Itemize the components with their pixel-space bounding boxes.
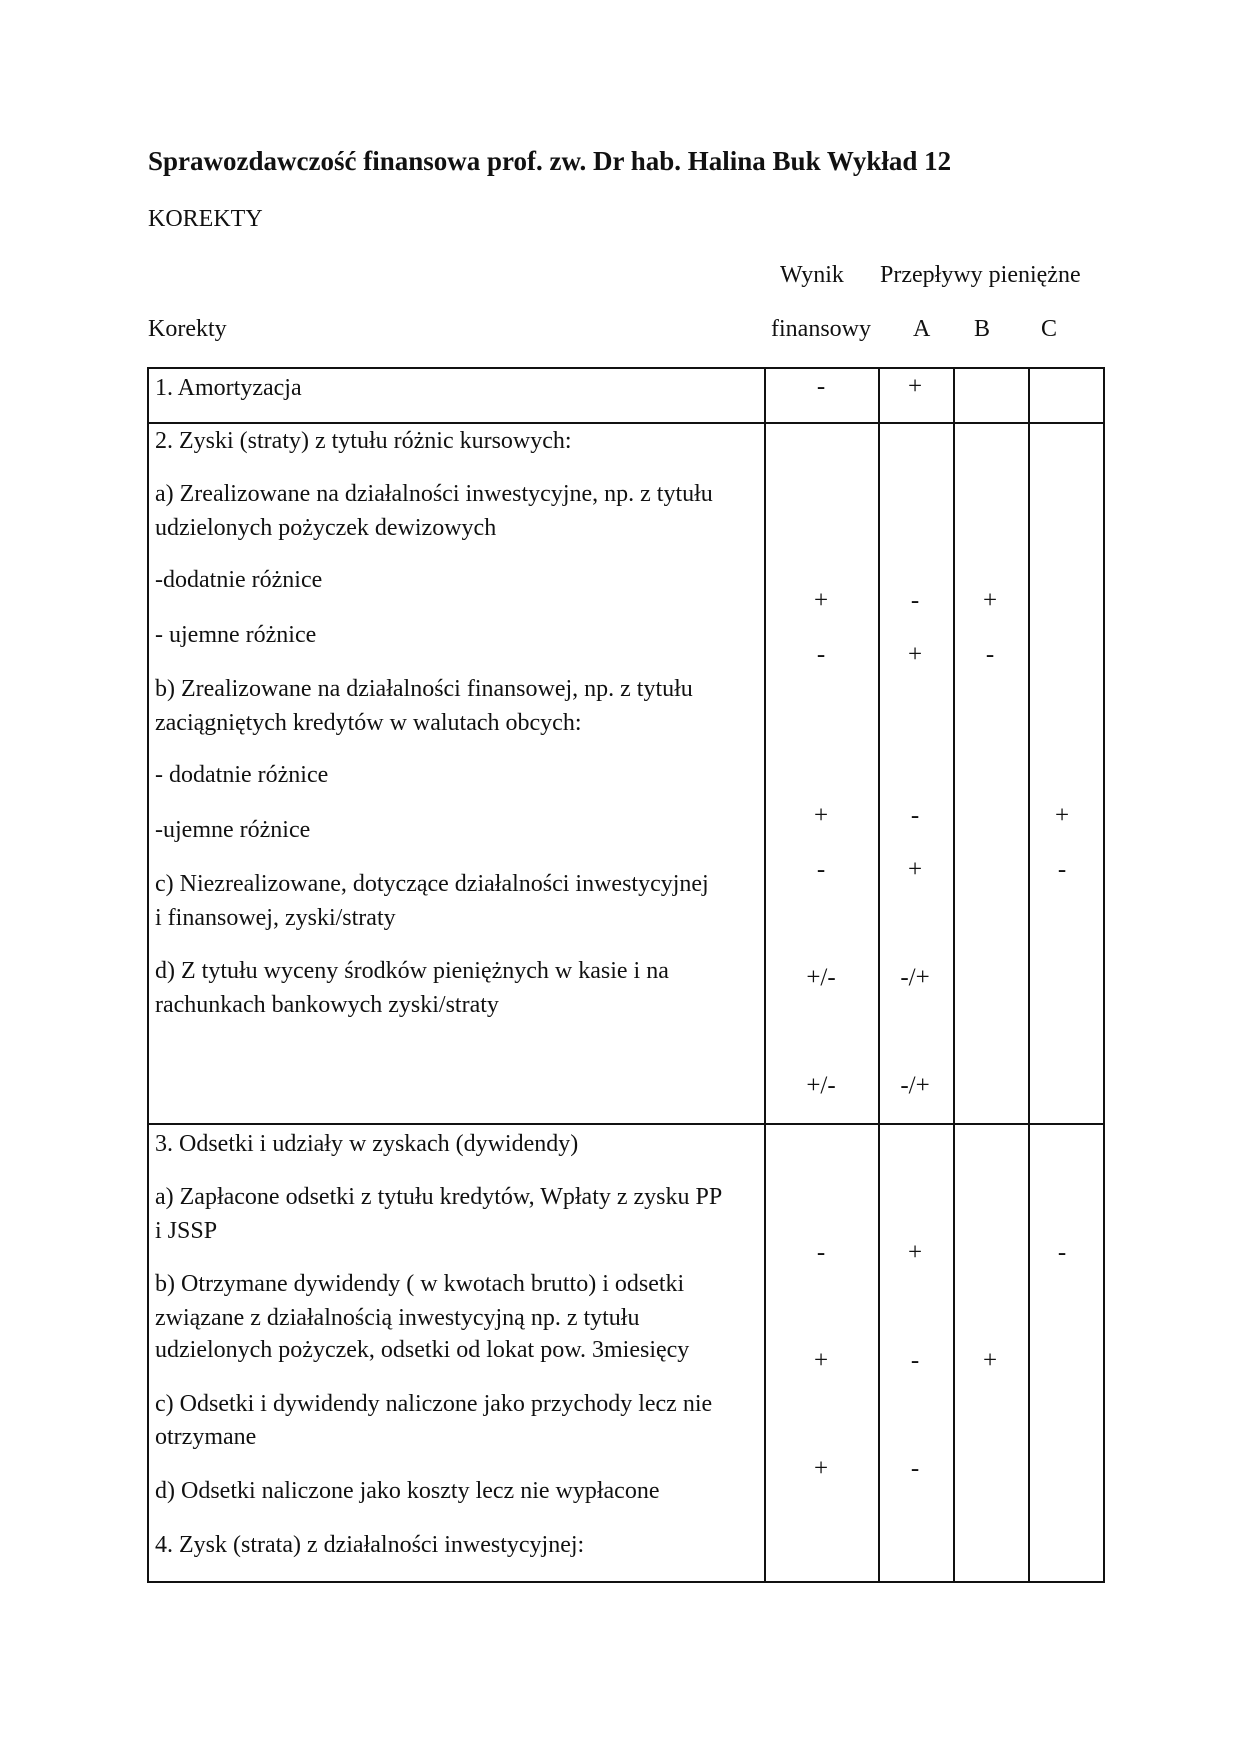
row3-a-line2: i JSSP — [155, 1218, 218, 1244]
table-border-top — [147, 367, 1105, 369]
row2-b-dod-wynik: + — [813, 802, 829, 829]
row2-a-uj-b: - — [985, 641, 995, 668]
col-divider-b — [953, 367, 955, 1583]
row2-b-uj-a: + — [907, 856, 923, 883]
row2-b-uj-c: - — [1057, 856, 1067, 883]
row3-c-wynik: + — [813, 1455, 829, 1482]
row2-a-uj-wynik: - — [816, 641, 826, 668]
header-przeplywy: Przepływy pieniężne — [880, 262, 1081, 288]
row2-a-ujemne: - ujemne różnice — [155, 622, 317, 648]
row2-b-dod-a: - — [910, 802, 920, 829]
row2-d-wynik: +/- — [806, 1072, 836, 1099]
row2-d-a: -/+ — [900, 1072, 930, 1099]
row3-c-line1: c) Odsetki i dywidendy naliczone jako przychody lecz nie — [155, 1391, 713, 1417]
table-border-left — [147, 367, 149, 1583]
row2-b-ujemne: -ujemne różnice — [155, 817, 311, 843]
row2-b-dodatnie: - dodatnie różnice — [155, 762, 329, 788]
row3-b-line3: udzielonych pożyczek, odsetki od lokat pow. 3miesięcy — [155, 1337, 690, 1363]
row3-label: 3. Odsetki i udziały w zyskach (dywidendy) — [155, 1131, 579, 1157]
row2-c-text-line1: c) Niezrealizowane, dotyczące działalności inwestycyjnej — [155, 871, 709, 897]
row2-label: 2. Zyski (straty) z tytułu różnic kursowych: — [155, 428, 572, 454]
row3-b-wynik: + — [813, 1347, 829, 1374]
corrections-table — [147, 367, 1105, 1583]
header-col-c: C — [1041, 316, 1058, 342]
row2-b-dod-c: + — [1054, 802, 1070, 829]
row2-a-dodatnie: -dodatnie różnice — [155, 567, 323, 593]
row3-b-a: - — [910, 1347, 920, 1374]
col-divider-wynik — [764, 367, 766, 1583]
table-border-bottom — [147, 1581, 1105, 1583]
row3-a-c: - — [1057, 1239, 1067, 1266]
header-col-a: A — [913, 316, 931, 342]
row2-d-text-line2: rachunkach bankowych zyski/straty — [155, 992, 499, 1018]
row2-a-dod-wynik: + — [813, 587, 829, 614]
row2-b-text-line1: b) Zrealizowane na działalności finansowej, np. z tytułu — [155, 676, 693, 702]
row3-c-line2: otrzymane — [155, 1424, 257, 1450]
row3-b-line1: b) Otrzymane dywidendy ( w kwotach brutto) i odsetki — [155, 1271, 685, 1297]
row3-b-b: + — [982, 1347, 998, 1374]
header-col-b: B — [974, 316, 991, 342]
row-divider-2 — [147, 1123, 1105, 1125]
row2-d-text-line1: d) Z tytułu wyceny środków pieniężnych w kasie i na — [155, 958, 669, 984]
row3-a-line1: a) Zapłacone odsetki z tytułu kredytów, Wpłaty z zysku PP — [155, 1184, 723, 1210]
row2-c-a: -/+ — [900, 964, 930, 991]
row3-a-wynik: - — [816, 1239, 826, 1266]
row2-c-wynik: +/- — [806, 964, 836, 991]
header-wynik-line1: Wynik — [780, 262, 844, 288]
header-korekty: Korekty — [148, 316, 227, 342]
col-divider-a — [878, 367, 880, 1583]
row2-a-text-line2: udzielonych pożyczek dewizowych — [155, 515, 497, 541]
row-amortyzacja-a: + — [907, 373, 923, 400]
table-border-right — [1103, 367, 1105, 1583]
row4-label: 4. Zysk (strata) z działalności inwestycyjnej: — [155, 1532, 585, 1558]
row2-a-text-line1: a) Zrealizowane na działalności inwestycyjne, np. z tytułu — [155, 481, 713, 507]
row2-c-text-line2: i finansowej, zyski/straty — [155, 905, 396, 931]
row3-d-line1: d) Odsetki naliczone jako koszty lecz nie wypłacone — [155, 1478, 660, 1504]
col-divider-c — [1028, 367, 1030, 1583]
row3-a-a: + — [907, 1239, 923, 1266]
row2-b-text-line2: zaciągniętych kredytów w walutach obcych: — [155, 710, 582, 736]
row-amortyzacja-label: 1. Amortyzacja — [155, 375, 302, 401]
row2-a-dod-b: + — [982, 587, 998, 614]
row2-a-dod-a: - — [910, 587, 920, 614]
section-heading: KOREKTY — [148, 206, 263, 232]
header-wynik-line2: finansowy — [771, 316, 871, 342]
row-amortyzacja-wynik: - — [816, 373, 826, 400]
row2-b-uj-wynik: - — [816, 856, 826, 883]
row3-c-a: - — [910, 1455, 920, 1482]
document-title: Sprawozdawczość finansowa prof. zw. Dr hab. Halina Buk Wykład 12 — [148, 146, 952, 176]
row2-a-uj-a: + — [907, 641, 923, 668]
row3-b-line2: związane z działalnością inwestycyjną np. z tytułu — [155, 1305, 640, 1331]
